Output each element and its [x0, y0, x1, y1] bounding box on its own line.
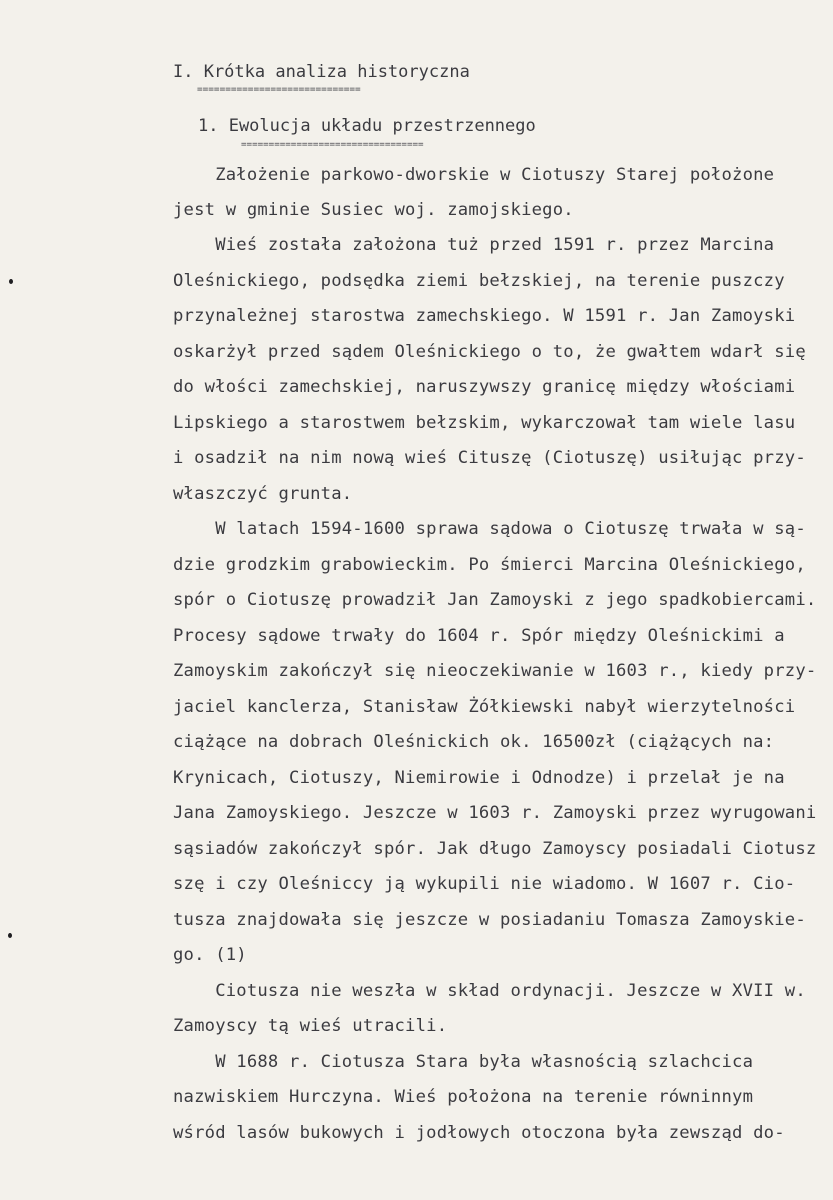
body-line: oskarżył przed sądem Oleśnickiego o to, że gwałtem wdarł się [173, 342, 806, 362]
body-line: Zamoyskim zakończył się nieoczekiwanie w 1603 r., kiedy przy- [173, 661, 817, 681]
body-line: przynależnej starostwa zamechskiego. W 1591 r. Jan Zamoyski [173, 306, 796, 326]
subheading-underline: ================================= [241, 139, 424, 150]
margin-speck [8, 933, 12, 938]
body-line: Zamoyscy tą wieś utracili. [173, 1016, 448, 1036]
subsection-heading: 1. Ewolucja układu przestrzennego [198, 116, 536, 136]
body-line: go. (1) [173, 945, 247, 965]
body-line: W latach 1594-1600 sprawa sądowa o Ciotuszę trwała w są- [173, 519, 806, 539]
body-line: Krynicach, Ciotuszy, Niemirowie i Odnodze) i przelał je na [173, 768, 785, 788]
body-line: W 1688 r. Ciotusza Stara była własnością szlachcica [173, 1052, 754, 1072]
body-line: do włości zamechskiej, naruszywszy granicę między włościami [173, 377, 796, 397]
body-line: jest w gminie Susiec woj. zamojskiego. [173, 200, 574, 220]
body-line: Jana Zamoyskiego. Jeszcze w 1603 r. Zamoyski przez wyrugowani [173, 803, 817, 823]
body-line: tusza znajdowała się jeszcze w posiadaniu Tomasza Zamoyskie- [173, 910, 806, 930]
body-line: i osadził na nim nową wieś Cituszę (Ciotuszę) usiłując przy- [173, 448, 806, 468]
margin-speck [9, 279, 13, 284]
body-line: Lipskiego a starostwem bełzskim, wykarczował tam wiele lasu [173, 413, 796, 433]
body-line: ciążące na dobrach Oleśnickich ok. 16500zł (ciążących na: [173, 732, 775, 752]
body-line: Założenie parkowo-dworskie w Ciotuszy Starej położone [173, 165, 775, 185]
body-line: Oleśnickiego, podsędka ziemi bełzskiej, na terenie puszczy [173, 271, 785, 291]
body-line: szę i czy Oleśniccy ją wykupili nie wiadomo. W 1607 r. Cio- [173, 874, 796, 894]
heading-underline: ============================= [197, 84, 361, 95]
body-line: spór o Ciotuszę prowadził Jan Zamoyski z jego spadkobiercami. [173, 590, 817, 610]
section-heading: I. Krótka analiza historyczna [173, 62, 470, 82]
body-line: nazwiskiem Hurczyna. Wieś położona na terenie równinnym [173, 1087, 754, 1107]
body-line: Ciotusza nie weszła w skład ordynacji. Jeszcze w XVII w. [173, 981, 806, 1001]
body-line: sąsiadów zakończył spór. Jak długo Zamoyscy posiadali Ciotusz [173, 839, 817, 859]
body-line: jaciel kanclerza, Stanisław Żółkiewski nabył wierzytelności [173, 697, 796, 717]
body-line: Wieś została założona tuż przed 1591 r. przez Marcina [173, 235, 775, 255]
body-line: dzie grodzkim grabowieckim. Po śmierci Marcina Oleśnickiego, [173, 555, 806, 575]
body-line: właszczyć grunta. [173, 484, 353, 504]
body-line: wśród lasów bukowych i jodłowych otoczona była zewsząd do- [173, 1123, 785, 1143]
body-line: Procesy sądowe trwały do 1604 r. Spór między Oleśnickimi a [173, 626, 785, 646]
